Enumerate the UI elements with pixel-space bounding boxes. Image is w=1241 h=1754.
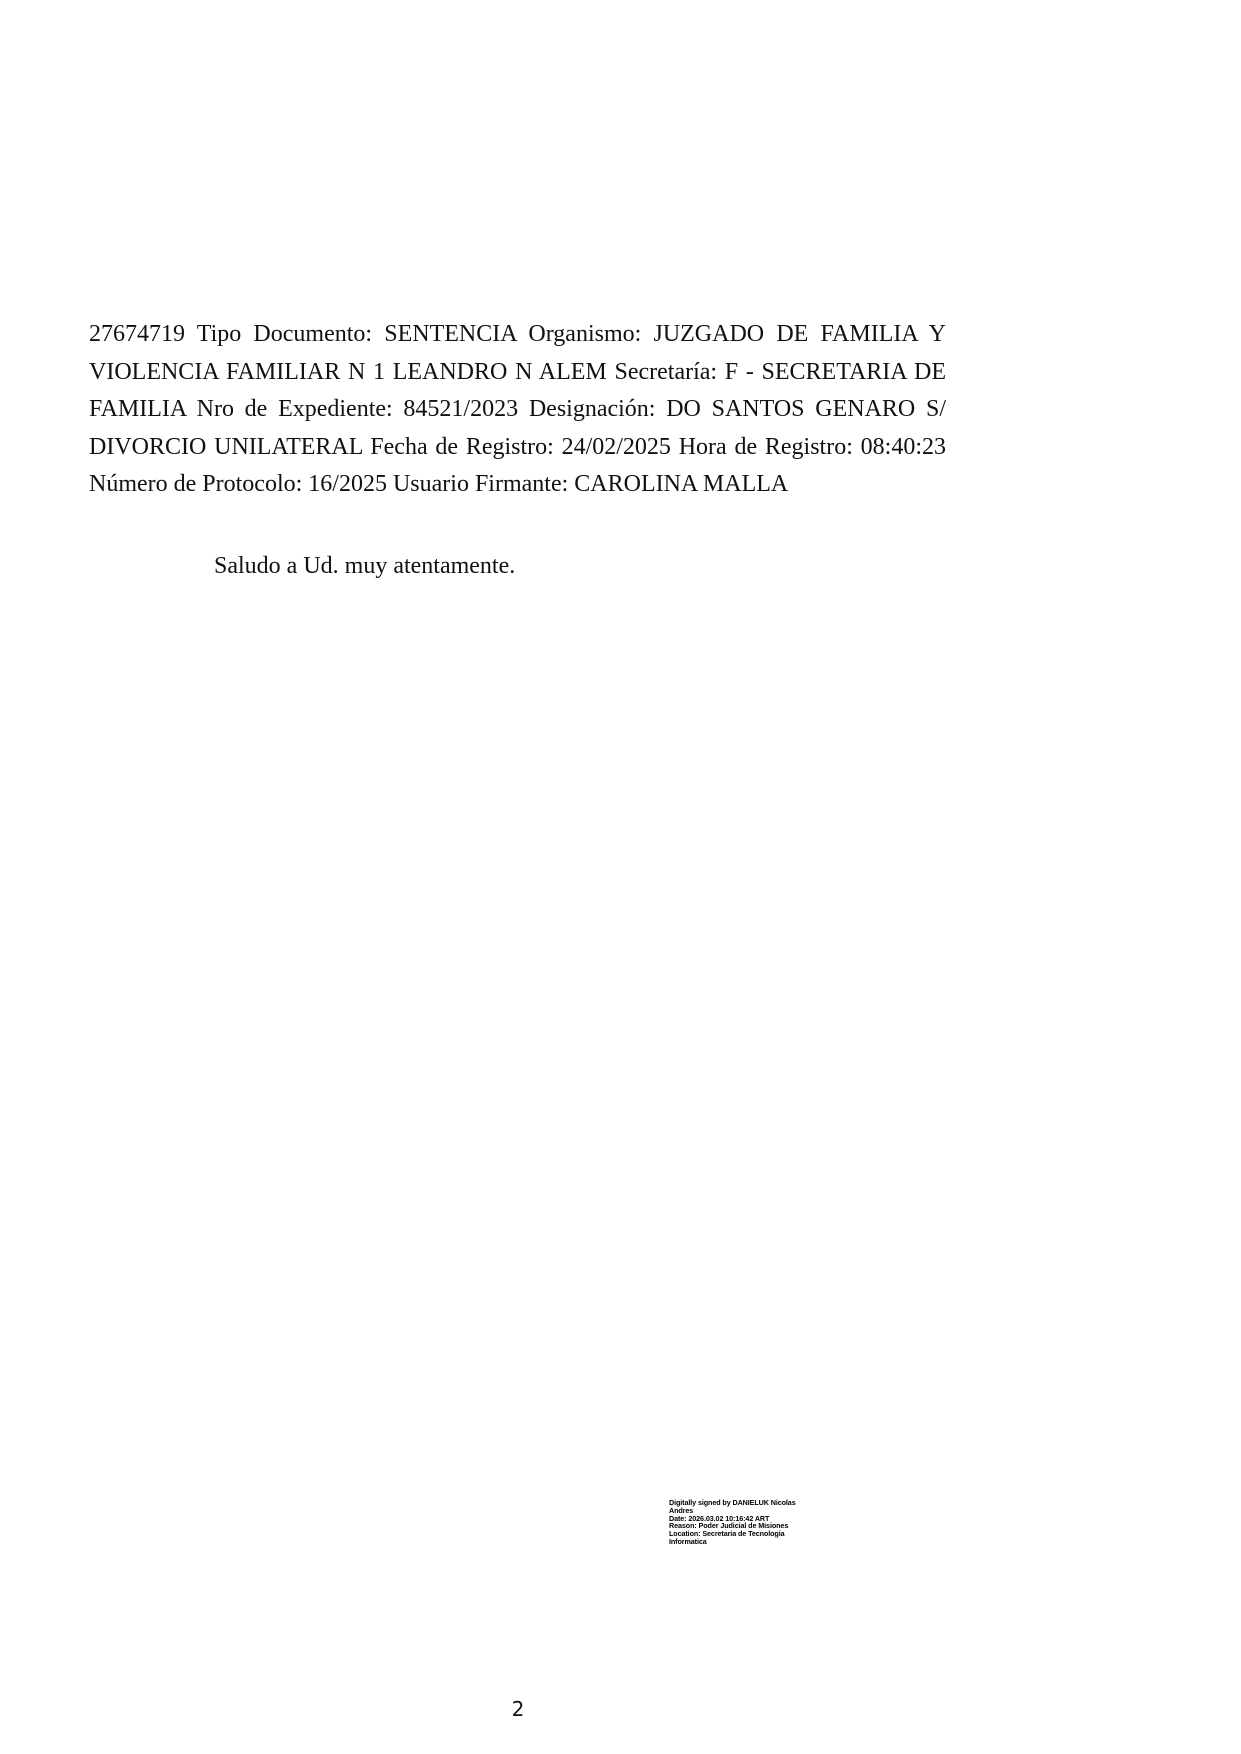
digital-signature-block	[669, 1499, 819, 1546]
signature-location: Location: Secretaria de Tecnologia Informatica	[669, 1529, 787, 1546]
signature-signed-by: Digitally signed by DANIELUK Nicolas Andres	[669, 1498, 798, 1515]
document-body-paragraph: 27674719 Tipo Documento: SENTENCIA Organismo: JUZGADO DE FAMILIA Y VIOLENCIA FAMILIAR N 1 LEANDRO N ALEM Secretaría: F - SECRETARIA DE FAMILIA Nro de Expediente: 84521/2023 Designación: DO SANTOS GENARO S/ DIVORCIO UNILATERAL Fecha de Registro: 24/02/2025 Hora de Registro: 08:40:23 Número de Protocolo: 16/2025 Usuario Firmante: CAROLINA MALLA	[89, 321, 946, 498]
page-number: 2	[511, 1697, 525, 1721]
closing-salutation: Saludo a Ud. muy atentamente.	[214, 553, 516, 579]
signature-reason: Reason: Poder Judicial de Misiones	[669, 1521, 789, 1531]
signature-date: Date: 2026.03.02 10:16:42 ART	[669, 1513, 770, 1523]
